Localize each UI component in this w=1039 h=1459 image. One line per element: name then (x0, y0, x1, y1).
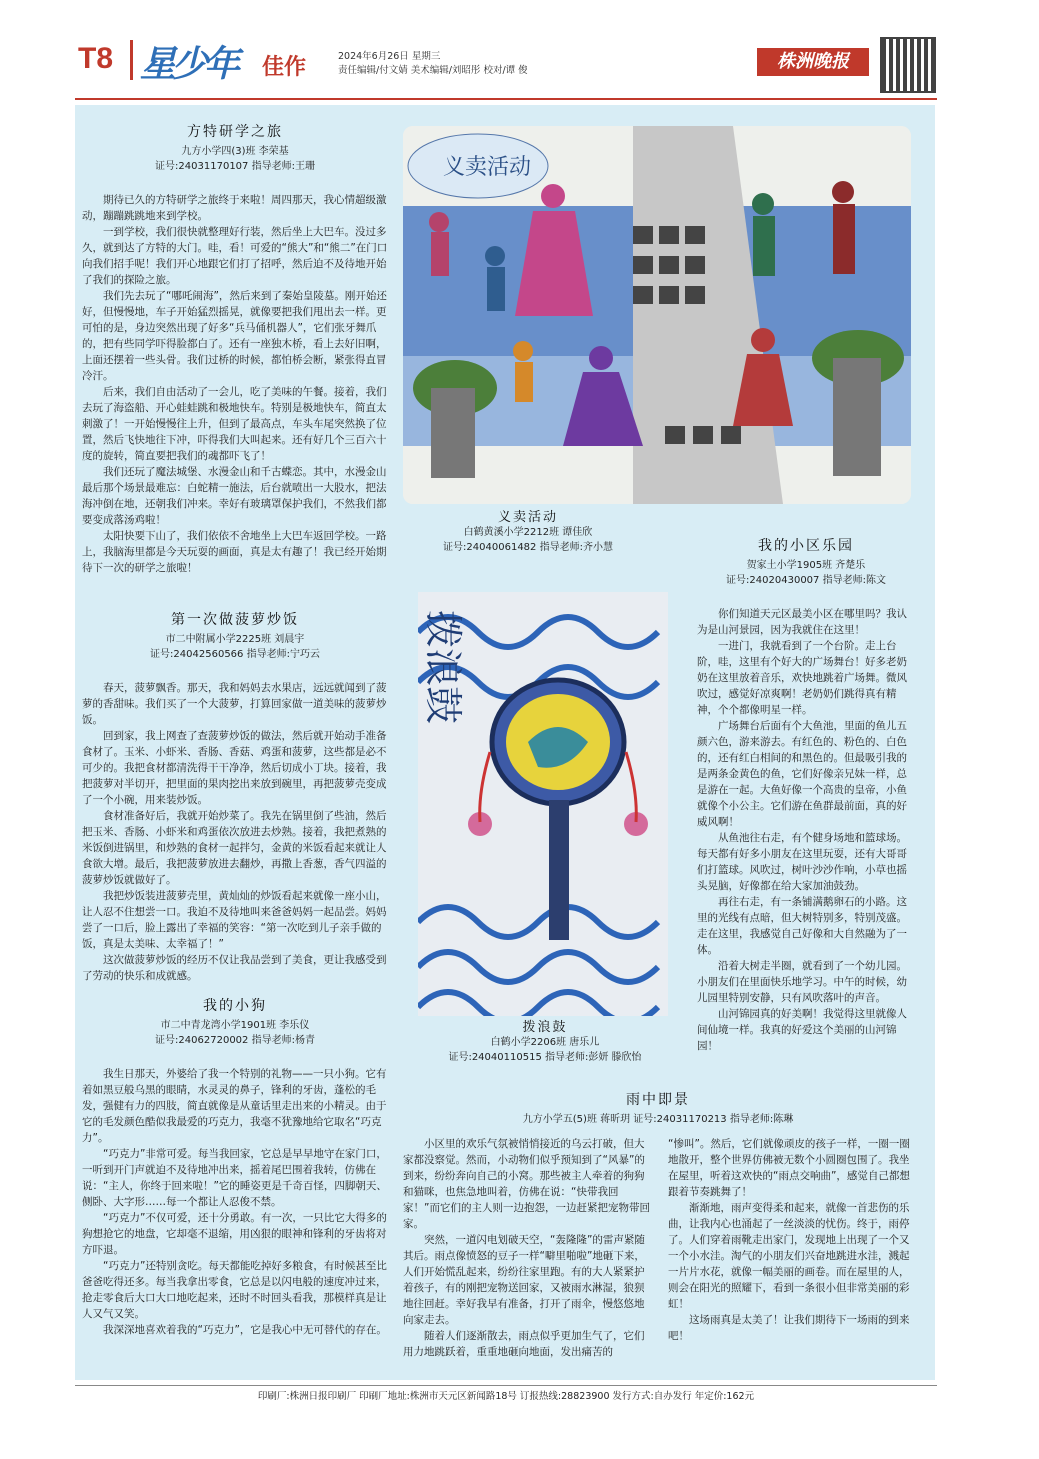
paragraph: 我们还玩了魔法城堡、水漫金山和千古蝶恋。其中，水漫金山最后那个场景最难忘：白蛇精一施法，后台就喷出一大股水，把法海冲倒在地，还朝我们冲来。幸好有玻璃罩保护我们，不然我们都要变成落汤鸡啦！ (82, 466, 387, 526)
paragraph: 期待已久的方特研学之旅终于来啦！周四那天，我心情超级激动，蹦蹦跳跳地来到学校。 (82, 194, 387, 222)
paragraph: 渐渐地，雨声变得柔和起来，就像一首悲伤的乐曲，让我内心也涌起了一丝淡淡的忧伤。终于，雨停了。人们穿着雨靴走出家门，发现地上出现了一个又一个小水洼。淘气的小朋友们兴奋地跳进水洼，溅起一片片水花，就像一幅美丽的画卷。而在屋里的人，则会在阳光的照耀下，看到一条很小但非常美丽的彩虹！ (668, 1202, 910, 1310)
article-cert: 证号:24020430007 指导老师:陈文 (726, 575, 886, 586)
newspaper-logo: 株洲晚报 (757, 48, 869, 76)
charity-sale-drawing (403, 126, 911, 504)
painting-rattle-drum (418, 592, 668, 1016)
paragraph: “惨叫”。然后，它们就像顽皮的孩子一样，一圈一圈地散开，整个世界仿佛被无数个小圆圈包围了。我坐在屋里，听着这欢快的“雨点交响曲”，感觉自己都想跟着节奏跳舞了！ (668, 1138, 910, 1198)
paragraph: 突然，一道闪电划破天空，“轰隆隆”的雷声紧随其后。雨点像愤怒的豆子一样“噼里啪啦”地砸下来，人们开始慌乱起来，纷纷往家里跑。有的大人紧紧护着孩子，有的刚把宠物送回家，又被雨水淋湿，狼狈地往回赶。幸好我早有准备，打开了雨伞，慢悠悠地向家走去。 (403, 1234, 645, 1326)
article-cert: 证号:24042560566 指导老师:宁巧云 (150, 649, 320, 660)
caption-school: 白鹤黄溪小学2212班 谭佳欣 (463, 527, 593, 538)
paragraph: 从鱼池往右走，有个健身场地和篮球场。每天都有好多小朋友在这里玩耍，还有大哥哥们打篮球。风吹过，树叶沙沙作响，小草也摇头晃脑，好像都在给大家加油鼓劲。 (697, 832, 907, 892)
page-number: T8 (78, 42, 114, 75)
article-my-dog (82, 998, 388, 1338)
article-title: 第一次做菠萝炒饭 (171, 612, 299, 628)
paragraph: 一进门，我就看到了一个台阶。走上台阶，哇，这里有个好大的广场舞台！好多老奶奶在这里放着音乐，欢快地跳着广场舞。微风吹过，感觉好凉爽啊！老奶奶们跳得真有精神，个个都像明星一样。 (697, 640, 907, 716)
paragraph: “巧克力”不仅可爱，还十分勇敢。有一次，一只比它大得多的狗想抢它的地盘，它却毫不退缩，用凶狠的眼神和锋利的牙齿将对方吓退。 (82, 1212, 387, 1256)
article-title: 我的小区乐园 (758, 538, 854, 554)
article-rain-scene-left (403, 1136, 651, 1360)
painting-charity-sale (403, 126, 911, 504)
caption-cert: 证号:24040061482 指导老师:齐小慧 (443, 542, 613, 553)
paragraph: 我深深地喜欢着我的“巧克力”，它是我心中无可替代的存在。 (103, 1324, 387, 1336)
paragraph: 一到学校，我们很快就整理好行装，然后坐上大巴车。没过多久，就到达了方特的大门。哇，看！可爱的“熊大”和“熊二”在门口向我们招手呢！我们开心地跟它们打了招呼，然后迫不及待地开始了我们的探险之旅。 (82, 226, 388, 286)
section-logo: 星少年 (140, 44, 237, 85)
paragraph: 这场雨真是太美了！让我们期待下一场雨的到来吧！ (668, 1314, 910, 1342)
page-header (0, 0, 1039, 100)
painted-title: 义卖活动 (443, 155, 532, 180)
caption-title: 义卖活动 (497, 510, 558, 525)
editor-credits: 责任编辑/付文婧 美术编辑/刘昭彤 校对/谭 俊 (338, 65, 528, 76)
caption-title: 拨浪鼓 (522, 1020, 568, 1035)
paragraph: 沿着大树走半圈，就看到了一个幼儿园。小朋友们在里面快乐地学习。中午的时候，幼儿园里特别安静，只有风吹落叶的声音。 (697, 960, 907, 1004)
paragraph: 我生日那天，外婆给了我一个特别的礼物——一只小狗。它有着如黑豆般乌黑的眼睛，水灵灵的鼻子，锋利的牙齿，蓬松的毛发，强健有力的四肢，简直就像是从童话里走出来的小精灵。由于它的毛发颜色酷似我最爱的巧克力，我毫不犹豫地给它取名“巧克力”。 (82, 1068, 387, 1144)
article-cert: 证号:24062720002 指导老师:杨青 (155, 1035, 315, 1046)
article-byline: 九方小学五(5)班 蒋昕玥 证号:24031170213 指导老师:陈琳 (522, 1114, 794, 1125)
painted-title: 拨浪鼓 (421, 610, 465, 725)
article-school: 贺家土小学1905班 齐楚乐 (746, 560, 866, 571)
paragraph: 食材准备好后，我就开始炒菜了。我先在锅里倒了些油，然后把玉米、香肠、小虾米和鸡蛋依次放进去炒熟。接着，我把煮熟的米饭倒进锅里，和炒熟的食材一起拌匀，金黄的米饭看起来就让人食欲大增。最后，我把菠萝放进去翻炒，再撒上香葱，香气四溢的菠萝炒饭就做好了。 (82, 810, 387, 886)
article-community-park (697, 538, 915, 1054)
paragraph: 我们先去玩了“哪吒闹海”，然后来到了秦始皇陵墓。刚开始还好，但慢慢地，车子开始猛烈摇晃，就像要把我们甩出去一样。更可怕的是，身边突然出现了好多“兵马俑机器人”，它们张牙舞爪的，把有些同学吓得脸都白了。还有一座独木桥，看上去好旧啊，上面还摆着一些头骨。我们过桥的时候，都怕桥会断，紧张得直冒冷汗。 (82, 290, 387, 382)
paragraph: 后来，我们自由活动了一会儿，吃了美味的午餐。接着，我们去玩了海盗船、开心蛙蛙跳和极地快车。特别是极地快车，简直太刺激了！一开始慢慢往上升，但到了最高点，车头车尾突然换了位置，然后飞快地往下冲，吓得我们大叫起来。还有好几个三百六十度的旋转，简直要把我们的魂都吓飞了！ (82, 386, 387, 462)
paragraph: 再往右走，有一条铺满鹅卵石的小路。这里的光线有点暗，但大树特别多，特别茂盛。走在这里，我感觉自己好像和大自然融为了一体。 (697, 896, 907, 956)
print-info-footer: 印刷厂:株洲日报印刷厂 印刷厂地址:株洲市天元区新闻路18号 订报热线:28823900 发行方式:自办发行 年定价:162元 (75, 1385, 937, 1408)
article-school: 九方小学四(3)班 李荣基 (181, 146, 289, 157)
caption-cert: 证号:24040110515 指导老师:彭妍 滕欣怡 (448, 1052, 642, 1063)
article-pineapple-rice (82, 612, 388, 984)
paragraph: 山河锦园真的好美啊！我觉得这里就像人间仙境一样。我真的好爱这个美丽的山河锦园！ (697, 1008, 907, 1052)
header-rule (75, 98, 937, 100)
article-cert: 证号:24031170107 指导老师:王珊 (155, 161, 315, 172)
article-rain-scene-right (668, 1136, 916, 1344)
header-divider (130, 40, 133, 80)
paragraph: 随着人们逐渐散去，雨点似乎更加生气了，它们用力地跳跃着，重重地砸向地面，发出痛苦的 (403, 1330, 645, 1358)
article-school: 市二中青龙湾小学1901班 李乐仪 (160, 1020, 310, 1031)
caption-charity-sale (403, 510, 653, 555)
article-school: 市二中附属小学2225班 刘晨宇 (165, 634, 305, 645)
paragraph: 这次做菠萝炒饭的经历不仅让我品尝到了美食，更让我感受到了劳动的快乐和成就感。 (82, 954, 387, 982)
article-title: 雨中即景 (626, 1092, 690, 1108)
caption-school: 白鹤小学2206班 唐乐儿 (490, 1037, 600, 1048)
article-fangte (82, 124, 388, 576)
issue-meta (338, 50, 528, 78)
section-subtitle: 佳作 (262, 55, 307, 80)
article-title: 方特研学之旅 (187, 124, 283, 140)
paragraph: 太阳快要下山了，我们依依不舍地坐上大巴车返回学校。一路上，我脑海里都是今天玩耍的画面，真是太有趣了！我已经开始期待下一次的研学之旅啦！ (82, 530, 387, 574)
paragraph: 小区里的欢乐气氛被悄悄接近的乌云打破，但大家都没察觉。然而，小动物们似乎预知到了“风暴”的到来，纷纷奔向自己的小窝。那些被主人牵着的狗狗和猫咪，也焦急地叫着，仿佛在说：“快带我回家！”而它们的主人则一边抱怨，一边赶紧把宠物带回家。 (403, 1138, 650, 1230)
issue-date: 2024年6月26日 星期三 (338, 51, 441, 62)
qr-code-icon (880, 37, 936, 93)
caption-rattle-drum (405, 1020, 685, 1065)
paragraph: 春天，菠萝飘香。那天，我和妈妈去水果店，远远就闻到了菠萝的香甜味。我们买了一个大菠萝，打算回家做一道美味的菠萝炒饭。 (82, 682, 387, 726)
article-rain-scene-header (403, 1092, 913, 1127)
paragraph: 我把炒饭装进菠萝壳里，黄灿灿的炒饭看起来就像一座小山，让人忍不住想尝一口。我迫不及待地叫来爸爸妈妈一起品尝。妈妈尝了一口后，脸上露出了幸福的笑容：“第一次吃到儿子亲手做的饭，真是太美味、太幸福了！” (82, 890, 387, 950)
rattle-drum-drawing (418, 592, 668, 1016)
paragraph: 你们知道天元区最美小区在哪里吗？我认为是山河景园，因为我就住在这里！ (697, 608, 907, 636)
paragraph: “巧克力”非常可爱。每当我回家，它总是早早地守在家门口，一听到开门声就迫不及待地冲出来，摇着尾巴围着我转，仿佛在说：“主人，你终于回来啦！”它的睡姿更是千奇百怪，四脚朝天、侧卧、大字形……每一个都让人忍俊不禁。 (82, 1148, 387, 1208)
paragraph: 回到家，我上网查了查菠萝炒饭的做法，然后就开始动手准备食材了。玉米、小虾米、香肠、香菇、鸡蛋和菠萝，这些都是必不可少的。我把食材都清洗得干干净净，然后切成小丁块。接着，我把菠萝对半切开，把里面的果肉挖出来放到碗里，再把菠萝壳变成了一个小碗，用来装炒饭。 (82, 730, 387, 806)
paragraph: 广场舞台后面有个大鱼池，里面的鱼儿五颜六色，游来游去。有红色的、粉色的、白色的，还有红白相间的和黑色的。但最吸引我的是两条金黄色的鱼，它们好像亲兄妹一样，总是游在一起。大鱼好像一个高贵的皇帝，小鱼就像个小公主。它们游在鱼群最前面，真的好威风啊！ (697, 720, 907, 828)
article-title: 我的小狗 (203, 998, 267, 1014)
paragraph: “巧克力”还特别贪吃。每天都能吃掉好多粮食，有时候甚至比爸爸吃得还多。每当我拿出零食，它总是以闪电般的速度冲过来，抢走零食后大口大口地吃起来，还时不时回头看我，那模样真是让人又气又笑。 (82, 1260, 387, 1320)
